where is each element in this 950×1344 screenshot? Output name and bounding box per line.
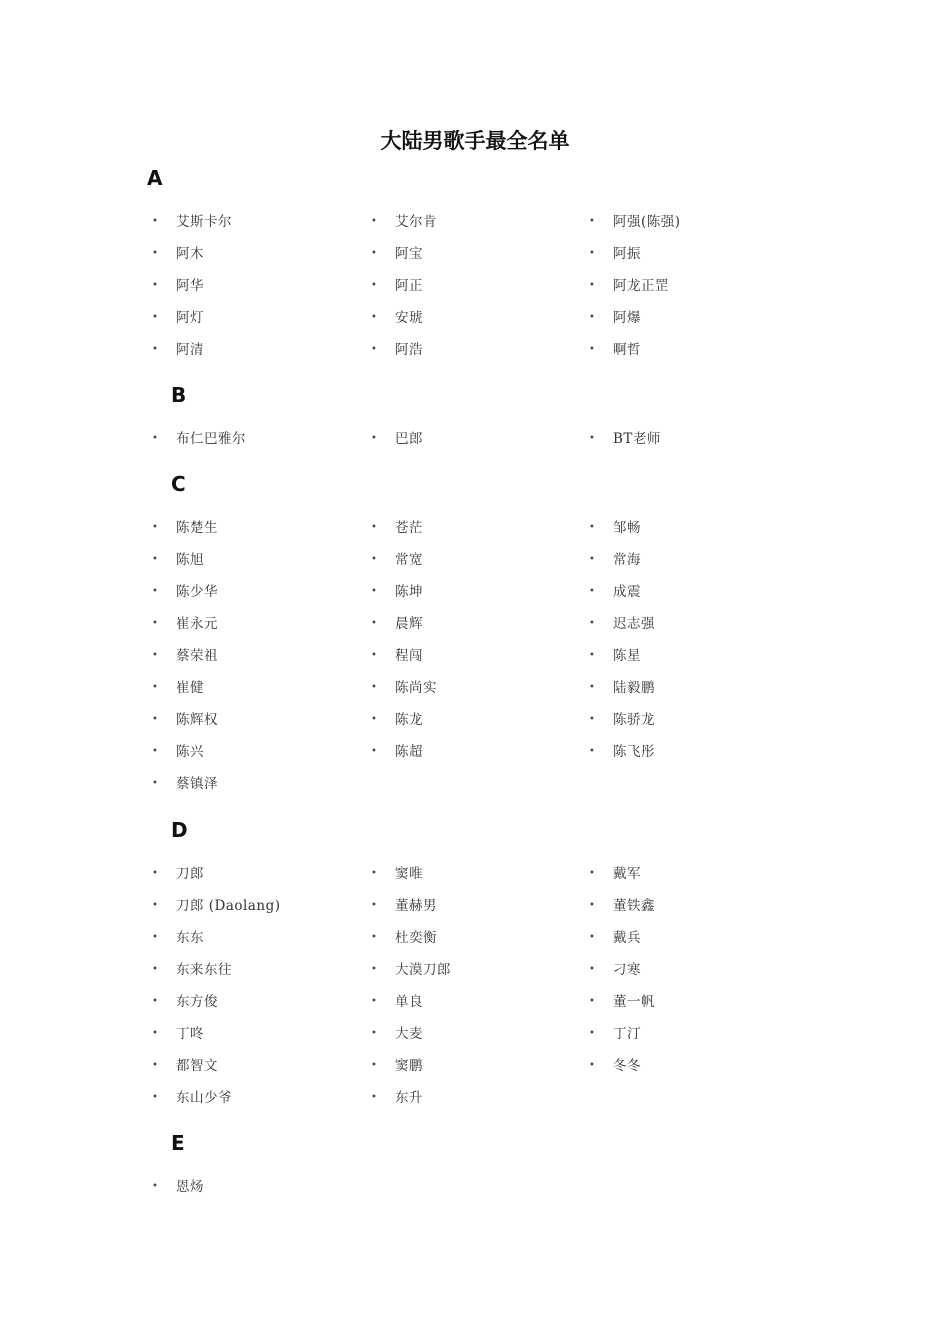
bullet-icon: • bbox=[152, 778, 158, 789]
bullet-icon: • bbox=[152, 618, 158, 629]
singer-name: 陈兴 bbox=[176, 744, 204, 760]
singer-name: 成震 bbox=[613, 584, 641, 600]
bullet-icon: • bbox=[589, 554, 595, 565]
bullet-icon: • bbox=[589, 344, 595, 355]
singer-name: 单良 bbox=[395, 994, 423, 1010]
singer-name: 阿华 bbox=[176, 278, 204, 294]
bullet-icon: • bbox=[371, 1028, 377, 1039]
bullet-icon: • bbox=[589, 216, 595, 227]
bullet-icon: • bbox=[589, 1060, 595, 1071]
singer-name: 丁咚 bbox=[176, 1026, 204, 1042]
bullet-icon: • bbox=[589, 586, 595, 597]
singer-name: 陈超 bbox=[395, 744, 423, 760]
bullet-icon: • bbox=[371, 868, 377, 879]
bullet-icon: • bbox=[589, 1028, 595, 1039]
bullet-icon: • bbox=[589, 280, 595, 291]
singer-name: 陈龙 bbox=[395, 712, 423, 728]
singer-name: 陈旭 bbox=[176, 552, 204, 568]
singer-name: 阿强(陈强) bbox=[613, 214, 681, 230]
bullet-icon: • bbox=[152, 714, 158, 725]
bullet-icon: • bbox=[371, 522, 377, 533]
bullet-icon: • bbox=[371, 650, 377, 661]
singer-name: 晨辉 bbox=[395, 616, 423, 632]
section-letter: E bbox=[171, 1131, 185, 1155]
bullet-icon: • bbox=[371, 586, 377, 597]
bullet-icon: • bbox=[589, 900, 595, 911]
singer-name: 崔健 bbox=[176, 680, 204, 696]
bullet-icon: • bbox=[371, 964, 377, 975]
bullet-icon: • bbox=[589, 248, 595, 259]
singer-name: 东来东往 bbox=[176, 962, 232, 978]
section-letter: A bbox=[147, 166, 163, 190]
bullet-icon: • bbox=[589, 682, 595, 693]
singer-name: 邹畅 bbox=[613, 520, 641, 536]
bullet-icon: • bbox=[152, 1060, 158, 1071]
singer-name: 阿浩 bbox=[395, 342, 423, 358]
singer-name: 窦鹏 bbox=[395, 1058, 423, 1074]
singer-name: 苍茫 bbox=[395, 520, 423, 536]
bullet-icon: • bbox=[371, 618, 377, 629]
bullet-icon: • bbox=[152, 996, 158, 1007]
singer-name: BT老师 bbox=[613, 431, 661, 447]
singer-name: 阿龙正罡 bbox=[613, 278, 669, 294]
bullet-icon: • bbox=[371, 433, 377, 444]
singer-name: 刀郎 bbox=[176, 866, 204, 882]
bullet-icon: • bbox=[152, 344, 158, 355]
singer-name: 董赫男 bbox=[395, 898, 437, 914]
singer-name: 布仁巴雅尔 bbox=[176, 431, 246, 447]
bullet-icon: • bbox=[371, 932, 377, 943]
bullet-icon: • bbox=[152, 248, 158, 259]
singer-name: 常海 bbox=[613, 552, 641, 568]
singer-name: 阿清 bbox=[176, 342, 204, 358]
singer-name: 东山少爷 bbox=[176, 1090, 232, 1106]
bullet-icon: • bbox=[371, 554, 377, 565]
bullet-icon: • bbox=[589, 714, 595, 725]
bullet-icon: • bbox=[589, 746, 595, 757]
section-letter: D bbox=[171, 818, 188, 842]
bullet-icon: • bbox=[371, 900, 377, 911]
singer-name: 艾尔肯 bbox=[395, 214, 437, 230]
bullet-icon: • bbox=[371, 746, 377, 757]
singer-name: 阿正 bbox=[395, 278, 423, 294]
singer-name: 巴郎 bbox=[395, 431, 423, 447]
bullet-icon: • bbox=[152, 1028, 158, 1039]
bullet-icon: • bbox=[371, 1060, 377, 1071]
bullet-icon: • bbox=[589, 868, 595, 879]
bullet-icon: • bbox=[371, 248, 377, 259]
singer-name: 崔永元 bbox=[176, 616, 218, 632]
singer-name: 陈坤 bbox=[395, 584, 423, 600]
singer-name: 陈少华 bbox=[176, 584, 218, 600]
singer-name: 东东 bbox=[176, 930, 204, 946]
bullet-icon: • bbox=[152, 586, 158, 597]
singer-name: 东方俊 bbox=[176, 994, 218, 1010]
bullet-icon: • bbox=[152, 216, 158, 227]
bullet-icon: • bbox=[371, 996, 377, 1007]
section-letter: B bbox=[171, 383, 187, 407]
singer-name: 戴军 bbox=[613, 866, 641, 882]
bullet-icon: • bbox=[589, 996, 595, 1007]
bullet-icon: • bbox=[152, 522, 158, 533]
singer-name: 陆毅鹏 bbox=[613, 680, 655, 696]
singer-name: 艾斯卡尔 bbox=[176, 214, 232, 230]
bullet-icon: • bbox=[152, 554, 158, 565]
bullet-icon: • bbox=[589, 932, 595, 943]
singer-name: 程闯 bbox=[395, 648, 423, 664]
bullet-icon: • bbox=[589, 522, 595, 533]
bullet-icon: • bbox=[152, 900, 158, 911]
singer-name: 啊哲 bbox=[613, 342, 641, 358]
bullet-icon: • bbox=[152, 868, 158, 879]
singer-name: 陈尚实 bbox=[395, 680, 437, 696]
bullet-icon: • bbox=[371, 312, 377, 323]
bullet-icon: • bbox=[589, 312, 595, 323]
bullet-icon: • bbox=[152, 650, 158, 661]
bullet-icon: • bbox=[152, 746, 158, 757]
bullet-icon: • bbox=[371, 280, 377, 291]
singer-name: 陈骄龙 bbox=[613, 712, 655, 728]
singer-name: 蔡镇泽 bbox=[176, 776, 218, 792]
bullet-icon: • bbox=[371, 344, 377, 355]
singer-name: 陈楚生 bbox=[176, 520, 218, 536]
bullet-icon: • bbox=[371, 216, 377, 227]
bullet-icon: • bbox=[589, 964, 595, 975]
singer-name: 董一帆 bbox=[613, 994, 655, 1010]
singer-name: 丁汀 bbox=[613, 1026, 641, 1042]
bullet-icon: • bbox=[152, 280, 158, 291]
singer-name: 东升 bbox=[395, 1090, 423, 1106]
singer-name: 董铁鑫 bbox=[613, 898, 655, 914]
singer-name: 刀郎 (Daolang) bbox=[176, 898, 281, 914]
bullet-icon: • bbox=[371, 714, 377, 725]
singer-name: 阿灯 bbox=[176, 310, 204, 326]
singer-name: 大麦 bbox=[395, 1026, 423, 1042]
singer-name: 蔡荣祖 bbox=[176, 648, 218, 664]
section-letter: C bbox=[171, 472, 186, 496]
bullet-icon: • bbox=[371, 1092, 377, 1103]
bullet-icon: • bbox=[152, 1092, 158, 1103]
singer-name: 都智文 bbox=[176, 1058, 218, 1074]
singer-name: 窦唯 bbox=[395, 866, 423, 882]
bullet-icon: • bbox=[152, 433, 158, 444]
bullet-icon: • bbox=[152, 312, 158, 323]
bullet-icon: • bbox=[589, 618, 595, 629]
singer-name: 阿木 bbox=[176, 246, 204, 262]
singer-name: 陈辉权 bbox=[176, 712, 218, 728]
bullet-icon: • bbox=[152, 964, 158, 975]
singer-name: 阿爆 bbox=[613, 310, 641, 326]
singer-name: 阿宝 bbox=[395, 246, 423, 262]
singer-name: 恩炀 bbox=[176, 1179, 204, 1195]
singer-name: 杜奕衡 bbox=[395, 930, 437, 946]
singer-name: 刁寒 bbox=[613, 962, 641, 978]
singer-name: 大漠刀郎 bbox=[395, 962, 451, 978]
bullet-icon: • bbox=[152, 1181, 158, 1192]
singer-name: 阿振 bbox=[613, 246, 641, 262]
bullet-icon: • bbox=[589, 433, 595, 444]
singer-name: 常宽 bbox=[395, 552, 423, 568]
page-title: 大陆男歌手最全名单 bbox=[380, 128, 570, 153]
singer-name: 安琥 bbox=[395, 310, 423, 326]
bullet-icon: • bbox=[152, 682, 158, 693]
singer-name: 迟志强 bbox=[613, 616, 655, 632]
singer-name: 陈星 bbox=[613, 648, 641, 664]
singer-name: 冬冬 bbox=[613, 1058, 641, 1074]
bullet-icon: • bbox=[371, 682, 377, 693]
bullet-icon: • bbox=[152, 932, 158, 943]
singer-name: 戴兵 bbox=[613, 930, 641, 946]
singer-name: 陈飞彤 bbox=[613, 744, 655, 760]
bullet-icon: • bbox=[589, 650, 595, 661]
